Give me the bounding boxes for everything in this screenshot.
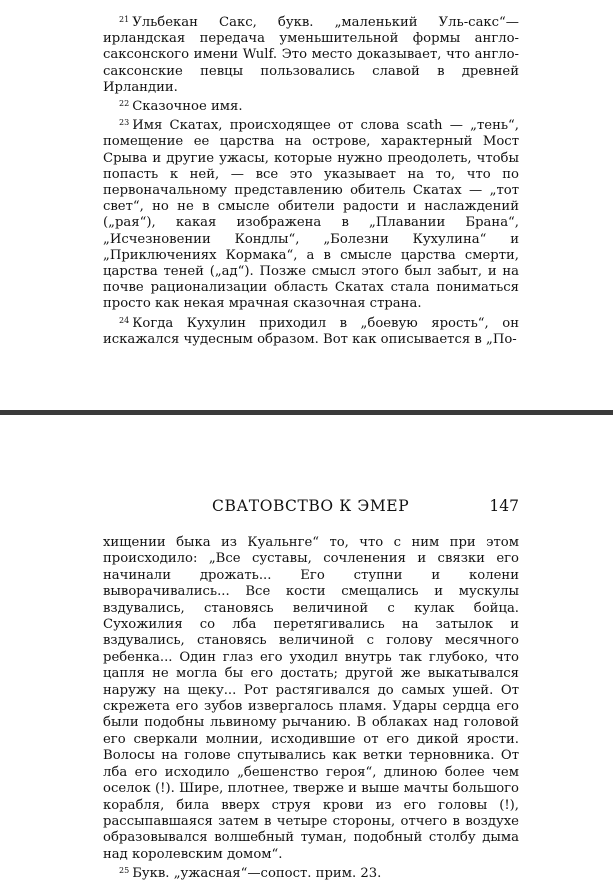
top-page: [0, 0, 613, 410]
note-text: Букв. „ужасная“—сопост. прим. 23.: [132, 866, 382, 882]
note-22: [103, 96, 519, 115]
bottom-page: [0, 415, 613, 882]
running-head: [103, 497, 519, 519]
note-number: 23: [119, 118, 130, 128]
note-text: Когда Кухулин приходил в „боевую ярость“, он искажался чудесным образом. Вот как описывается в „По-: [103, 315, 519, 347]
body-text: [103, 535, 519, 883]
note-21: [103, 12, 519, 96]
note-number: 24: [119, 315, 130, 325]
notes-block: [103, 12, 519, 348]
note-25: [103, 863, 519, 882]
note-number: 25: [119, 866, 130, 876]
note-text: Имя Скатах, происходящее от слова scath — „тень“, помещение ее царства на острове, характерный Мост Срыва и другие ужасы, которые нужно преодолеть, чтобы попасть к ней, — все это указывает на то, что по первоначальному представлению обитель Скатах — „тот свет“, но не в смысле обители радости и наслаждений („рая“), какая изображена в „Плавании Брана“, „Исчезновении Кондлы“, „Болезни Кухулина“ и „Приключениях Кормака“, а в смысле царства смерти, царства теней („ад“). Позже смысл этого был забыт, и на почве рационализации область Скатах стала пониматься просто как некая мрачная сказочная страна.: [103, 118, 519, 312]
note-number: 22: [119, 99, 130, 109]
note-text: Ульбекан Сакс, букв. „маленький Уль-сакс“—ирландская передача уменьшительной формы англо-саксонского имени Wulf. Это место доказывает, что англо-саксонские певцы пользовались славой в древней Ирландии.: [103, 15, 519, 95]
note-number: 21: [119, 15, 130, 24]
body-paragraph: хищении быка из Куальнге“ то, что с ним при этом происходило: „Все суставы, сочленения и связки его начинали дрожать... Его ступни и колени выворачивались... Все кости смещались и мускулы вздувались, становясь величиной с кулак бойца. Сухожилия со лба перетягивались на затылок и вздувались, становясь величиной с голову месячного ребенка... Один глаз его уходил внутрь так глубоко, что цапля не могла бы его достать; другой же выкатывался наружу на щеку... Рот растягивался до самых ушей. От скрежета его зубов извергалось пламя. Удары сердца его были подобны львиному рычанию. В облаках над головой его сверкали молнии, исходившие от его дикой ярости. Волосы на голове спутывались как ветки терновника. От лба его исходило „бешенство героя“, длиною более чем оселок (!). Шире, плотнее, тверже и выше мачты большого корабля, била вверх струя крови из его головы (!), рассыпавшаяся затем в четыре стороны, отчего в воздухе образовывался волшебный туман, подобный столбу дыма над королевским домом“.: [103, 535, 519, 862]
running-title: СВАТОВСТВО К ЭМЕР: [212, 497, 410, 515]
page-number: 147: [489, 497, 519, 515]
note-text: Сказочное имя.: [132, 99, 243, 115]
note-24: [103, 313, 519, 348]
note-23: [103, 115, 519, 312]
